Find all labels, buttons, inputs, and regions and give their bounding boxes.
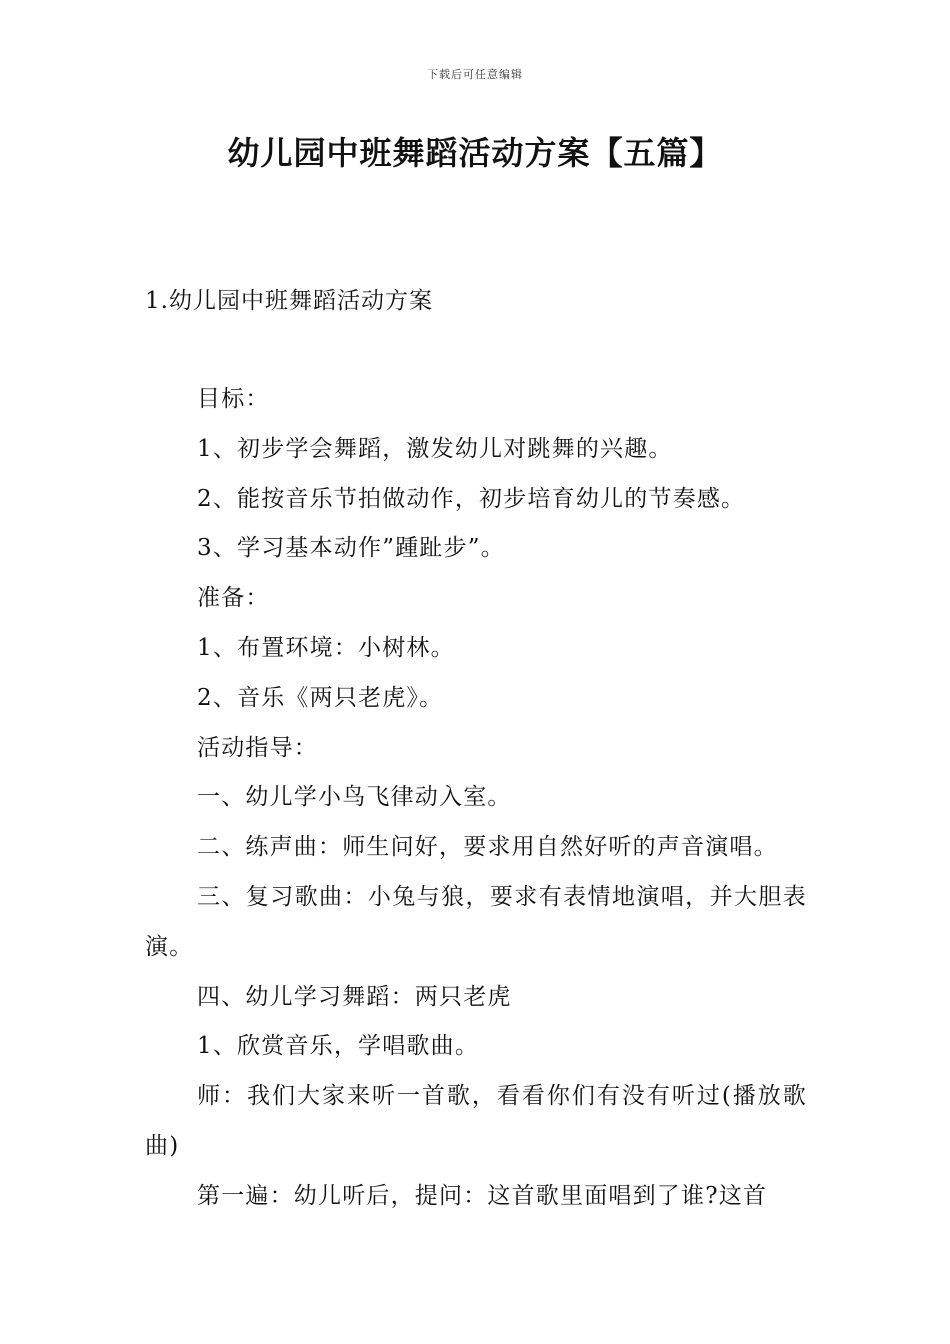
document-title: 幼儿园中班舞蹈活动方案【五篇】 (227, 134, 723, 172)
paragraph-step-4-1: 1、欣赏音乐，学唱歌曲。 (197, 1033, 480, 1060)
section-heading: 1.幼儿园中班舞蹈活动方案 (145, 288, 433, 314)
paragraph-goal-heading: 目标： (197, 386, 270, 412)
document-body (145, 375, 807, 1222)
paragraph-first-listen: 第一遍：幼儿听后，提问：这首歌里面唱到了谁?这首 (197, 1182, 768, 1209)
header-note: 下载后可任意编辑 (427, 68, 523, 81)
paragraph-guide-heading: 活动指导： (197, 734, 318, 761)
paragraph-prep-2: 2、音乐《两只老虎》。 (197, 684, 444, 711)
paragraph-goal-1: 1、初步学会舞蹈，激发幼儿对跳舞的兴趣。 (197, 435, 673, 462)
paragraph-goal-2: 2、能按音乐节拍做动作，初步培育幼儿的节奏感。 (197, 485, 746, 512)
paragraph-prep-heading: 准备： (197, 585, 270, 612)
paragraph-step-3: 三、复习歌曲：小兔与狼，要求有表情地演唱，并大胆表演。 (145, 883, 807, 960)
paragraph-step-1: 一、幼儿学小鸟飞律动入室。 (197, 784, 512, 811)
paragraph-teacher-line: 师：我们大家来听一首歌，看看你们有没有听过(播放歌曲) (145, 1083, 807, 1159)
paragraph-goal-3: 3、学习基本动作”踵趾步”。 (197, 535, 505, 562)
paragraph-prep-1: 1、布置环境：小树林。 (197, 634, 455, 661)
paragraph-step-2: 二、练声曲：师生问好，要求用自然好听的声音演唱。 (197, 834, 778, 861)
paragraph-step-4: 四、幼儿学习舞蹈：两只老虎 (197, 983, 512, 1010)
